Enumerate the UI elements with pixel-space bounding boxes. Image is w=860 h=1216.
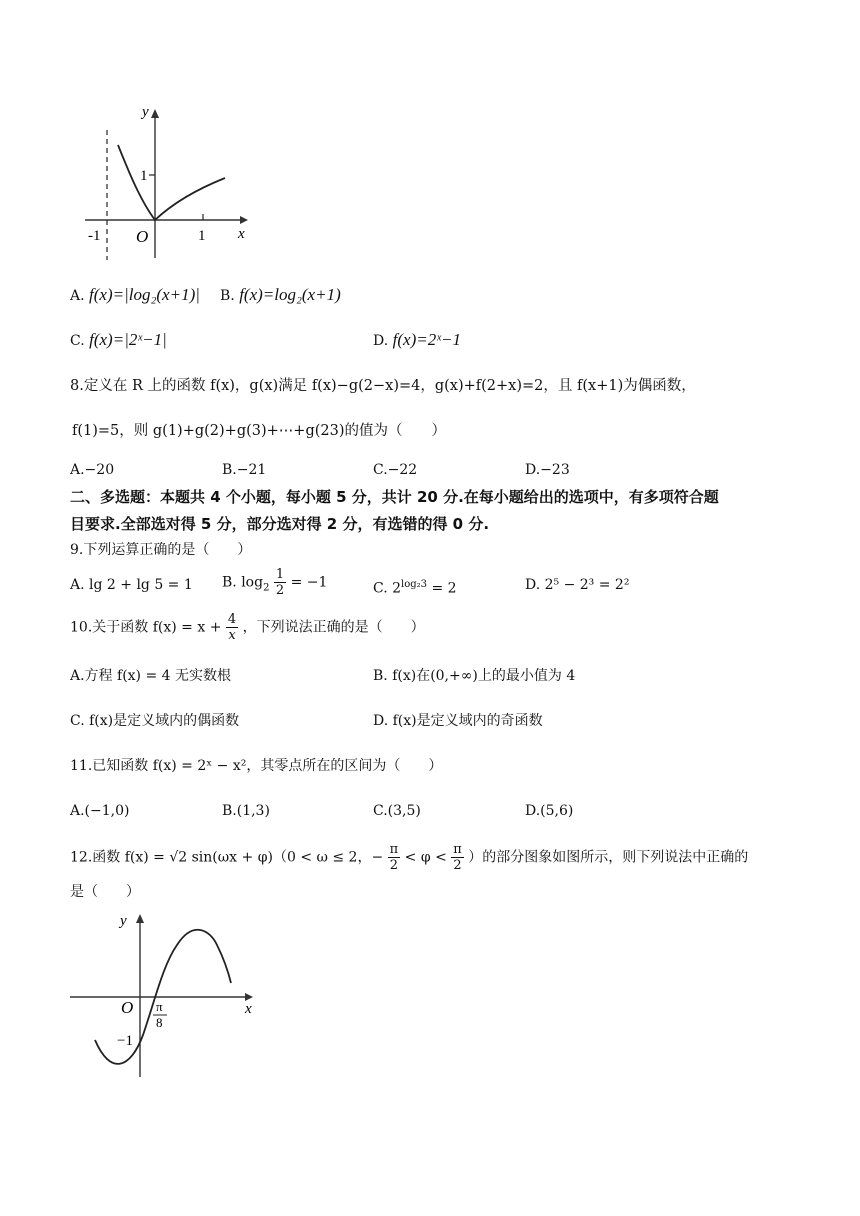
- option-label: B.: [220, 288, 235, 304]
- option-text: = −1: [290, 574, 328, 591]
- q10-option-d[interactable]: D. f(x)是定义域内的奇函数: [373, 713, 543, 729]
- tick-label-x1: 1: [198, 228, 206, 244]
- q8-option-b[interactable]: B.−21: [222, 462, 267, 478]
- fraction: $\frac{4}{x}$: [227, 612, 237, 643]
- q9-stem: 9.下列运算正确的是（ ）: [70, 542, 252, 558]
- tick-label-pi: π: [156, 999, 163, 1014]
- option-text: B. log: [222, 574, 264, 591]
- option-expr: f(x)=|log₂(x+1)|: [89, 285, 200, 304]
- tick-label-8: 8: [156, 1015, 163, 1030]
- q12-stem-line2: 是（ ）: [70, 884, 140, 900]
- q7-option-a[interactable]: [70, 285, 200, 306]
- q8-stem-line1: 8.定义在 R 上的函数 f(x)，g(x)满足 f(x)−g(2−x)=4，g(x)+f(2+x)=2，且 f(x+1)为偶函数，: [70, 378, 696, 394]
- q11-option-b[interactable]: B.(1,3): [222, 803, 270, 819]
- q9-option-c[interactable]: [373, 575, 457, 599]
- section-heading-line1: 二、多选题：本题共 4 个小题，每小题 5 分，共计 20 分.在每小题给出的选项中，有多项符合题: [70, 488, 719, 506]
- q7-option-b[interactable]: [220, 285, 341, 306]
- function-curve: [118, 145, 225, 220]
- x-axis-label: x: [245, 1001, 252, 1017]
- option-text: C. 2: [373, 580, 402, 597]
- q10-option-b[interactable]: B. f(x)在(0,+∞)上的最小值为 4: [373, 668, 576, 684]
- graph-q12: [65, 905, 275, 1085]
- q10-option-c[interactable]: C. f(x)是定义域内的偶函数: [70, 713, 240, 729]
- x-axis-arrow: [245, 993, 253, 1001]
- section-heading-line2: 目要求.全部选对得 5 分，部分选对得 2 分，有选错的得 0 分.: [70, 515, 490, 533]
- q10-option-a[interactable]: A.方程 f(x) = 4 无实数根: [70, 668, 231, 684]
- q8-option-c[interactable]: C.−22: [373, 462, 418, 478]
- option-expr: f(x)=log₂(x+1): [239, 285, 341, 304]
- graph-q7: [80, 100, 260, 265]
- x-axis-label: x: [238, 226, 245, 242]
- y-axis-label: y: [120, 913, 127, 929]
- tick-label-y1: 1: [140, 168, 148, 184]
- q7-option-c[interactable]: [70, 330, 167, 351]
- origin-label: O: [121, 998, 134, 1017]
- option-text: = 2: [427, 580, 457, 597]
- q11-option-c[interactable]: C.(3,5): [373, 803, 421, 819]
- fraction-neg-pi-over-2: $\frac{\pi}{2}$: [389, 842, 399, 873]
- stem-text: 12.函数 f(x) = √2 sin(ωx + φ)（0 < ω ≤ 2，−: [70, 849, 384, 866]
- x-axis-arrow: [240, 216, 248, 224]
- q9-option-d[interactable]: D. 2⁵ − 2³ = 2²: [525, 577, 630, 593]
- q12-stem-line1: [70, 842, 748, 873]
- q8-option-a[interactable]: A.−20: [70, 462, 115, 478]
- y-axis-arrow: [151, 109, 159, 118]
- stem-text: < φ <: [404, 849, 447, 866]
- q10-stem: [70, 612, 425, 643]
- option-label: A.: [70, 288, 85, 304]
- exponent: log₂3: [401, 579, 428, 590]
- option-label: C.: [70, 333, 85, 349]
- q9-option-b[interactable]: [222, 567, 327, 598]
- option-label: D.: [373, 333, 389, 349]
- q11-option-a[interactable]: A.(−1,0): [70, 803, 130, 819]
- y-axis-arrow: [136, 914, 144, 923]
- origin-label: O: [136, 227, 149, 246]
- q7-option-d[interactable]: [373, 330, 461, 351]
- tick-label-neg1: −1: [117, 1033, 133, 1049]
- q8-stem-line2: f(1)=5，则 g(1)+g(2)+g(3)+⋯+g(23)的值为（ ）: [72, 423, 446, 439]
- log-base: 2: [263, 582, 270, 594]
- stem-text: ）的部分图象如图所示，则下列说法中正确的: [468, 849, 749, 866]
- y-axis-label: y: [142, 104, 149, 120]
- q9-option-a[interactable]: A. lg 2 + lg 5 = 1: [70, 577, 193, 593]
- option-expr: f(x)=|2ˣ−1|: [89, 330, 167, 349]
- fraction-pi-over-2: $\frac{\pi}{2}$: [453, 842, 462, 873]
- fraction: $\frac{1}{2}$: [275, 567, 285, 598]
- q8-option-d[interactable]: D.−23: [525, 462, 570, 478]
- stem-text: ，下列说法正确的是（ ）: [242, 619, 425, 636]
- option-expr: f(x)=2ˣ−1: [392, 330, 461, 349]
- tick-label-neg1: -1: [88, 228, 101, 244]
- stem-text: 10.关于函数 f(x) = x +: [70, 619, 222, 636]
- q11-stem: 11.已知函数 f(x) = 2ˣ − x²，其零点所在的区间为（ ）: [70, 758, 443, 774]
- q11-option-d[interactable]: D.(5,6): [525, 803, 574, 819]
